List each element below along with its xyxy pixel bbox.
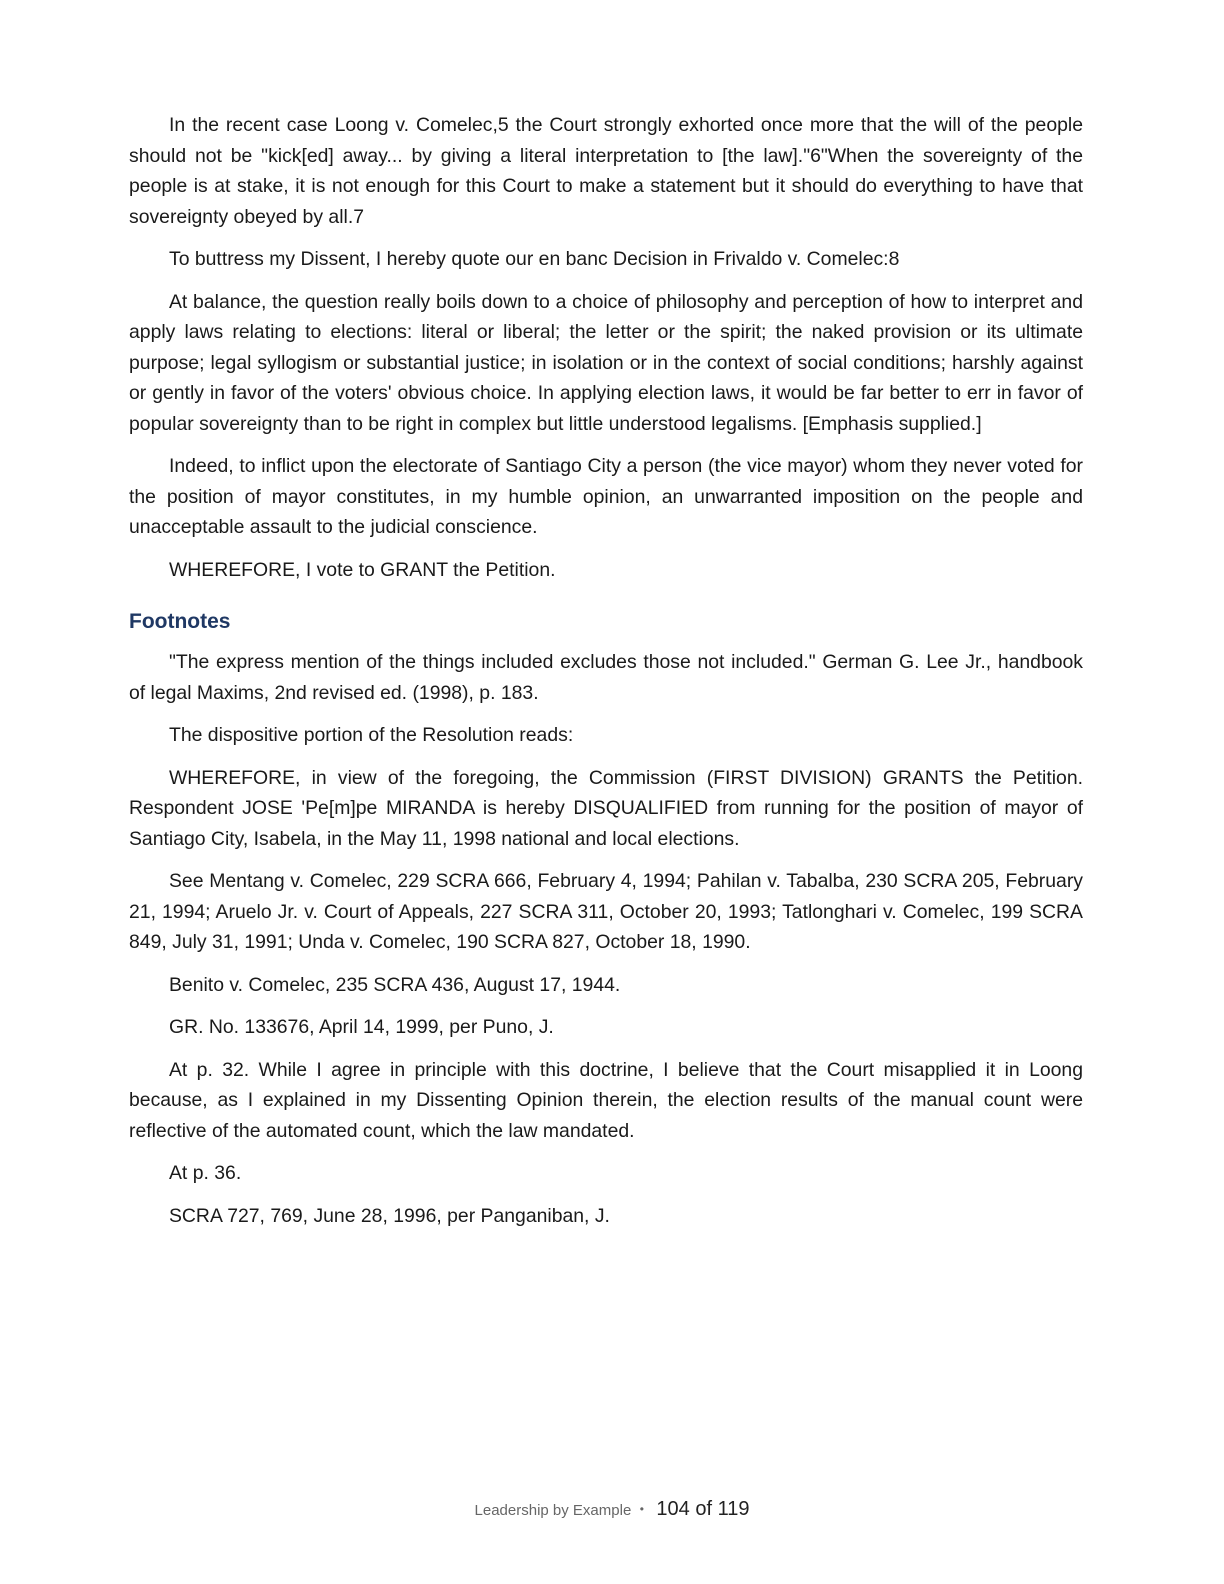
body-paragraph: Indeed, to inflict upon the electorate of Santiago City a person (the vice mayor) whom they never voted for the position of mayor constitutes, in my humble opinion, an unwarranted imposition on the people and unacceptable assault to the judicial conscience.: [129, 455, 1083, 538]
footnote-item: SCRA 727, 769, June 28, 1996, per Panganiban, J.: [169, 1204, 610, 1227]
footnote-item: At p. 36.: [169, 1162, 242, 1184]
body-paragraph: To buttress my Dissent, I hereby quote our en banc Decision in Frivaldo v. Comelec:8: [169, 248, 900, 270]
footnote-item: WHEREFORE, in view of the foregoing, the Commission (FIRST DIVISION) GRANTS the Petition. Respondent JOSE 'Pe[m]pe MIRANDA is hereby DISQUALIFIED from running for the position of mayor of Santiago City, Isabela, in the May 11, 1998 national and local elections.: [129, 766, 1083, 850]
page-footer: [0, 1498, 1224, 1521]
footnotes-heading: Footnotes: [129, 610, 231, 633]
body-paragraph: WHEREFORE, I vote to GRANT the Petition.: [169, 558, 556, 581]
page-content: [129, 110, 1083, 1243]
footnote-item: GR. No. 133676, April 14, 1999, per Puno, J.: [169, 1016, 554, 1038]
body-paragraph: In the recent case Loong v. Comelec,5 the Court strongly exhorted once more that the will of the people should not be "kick[ed] away... by giving a literal interpretation to [the law]."6"When the sovereignty of the people is at stake, it is not enough for this Court to make a statement but it should do everything to have that sovereignty obeyed by all.7: [129, 114, 1083, 228]
footnote-item: See Mentang v. Comelec, 229 SCRA 666, February 4, 1994; Pahilan v. Tabalba, 230 SCRA 205, February 21, 1994; Aruelo Jr. v. Court of Appeals, 227 SCRA 311, October 20, 1993; Tatlonghari v. Comelec, 199 SCRA 849, July 31, 1991; Unda v. Comelec, 190 SCRA 827, October 18, 1990.: [129, 870, 1083, 953]
footnote-item: At p. 32. While I agree in principle with this doctrine, I believe that the Court misapplied it in Loong because, as I explained in my Dissenting Opinion therein, the election results of the manual count were reflective of the automated count, which the law mandated.: [129, 1058, 1083, 1142]
footer-document-title: Leadership by Example: [474, 1502, 632, 1519]
footnote-item: The dispositive portion of the Resolution reads:: [169, 724, 574, 746]
footer-separator: •: [639, 1502, 644, 1516]
page-number: 104 of 119: [656, 1498, 750, 1520]
footnote-item: "The express mention of the things included excludes those not included." German G. Lee Jr., handbook of legal Maxims, 2nd revised ed. (1998), p. 183.: [129, 651, 1083, 704]
footnote-item: Benito v. Comelec, 235 SCRA 436, August 17, 1944.: [169, 973, 621, 996]
body-paragraph: At balance, the question really boils down to a choice of philosophy and perception of how to interpret and apply laws relating to elections: literal or liberal; the letter or the spirit; the naked provision or its ultimate purpose; legal syllogism or substantial justice; in isolation or in the context of social conditions; harshly against or gently in favor of the voters' obvious choice. In applying election laws, it would be far better to err in favor of popular sovereignty than to be right in complex but little understood legalisms. [Emphasis supplied.]: [129, 290, 1083, 435]
